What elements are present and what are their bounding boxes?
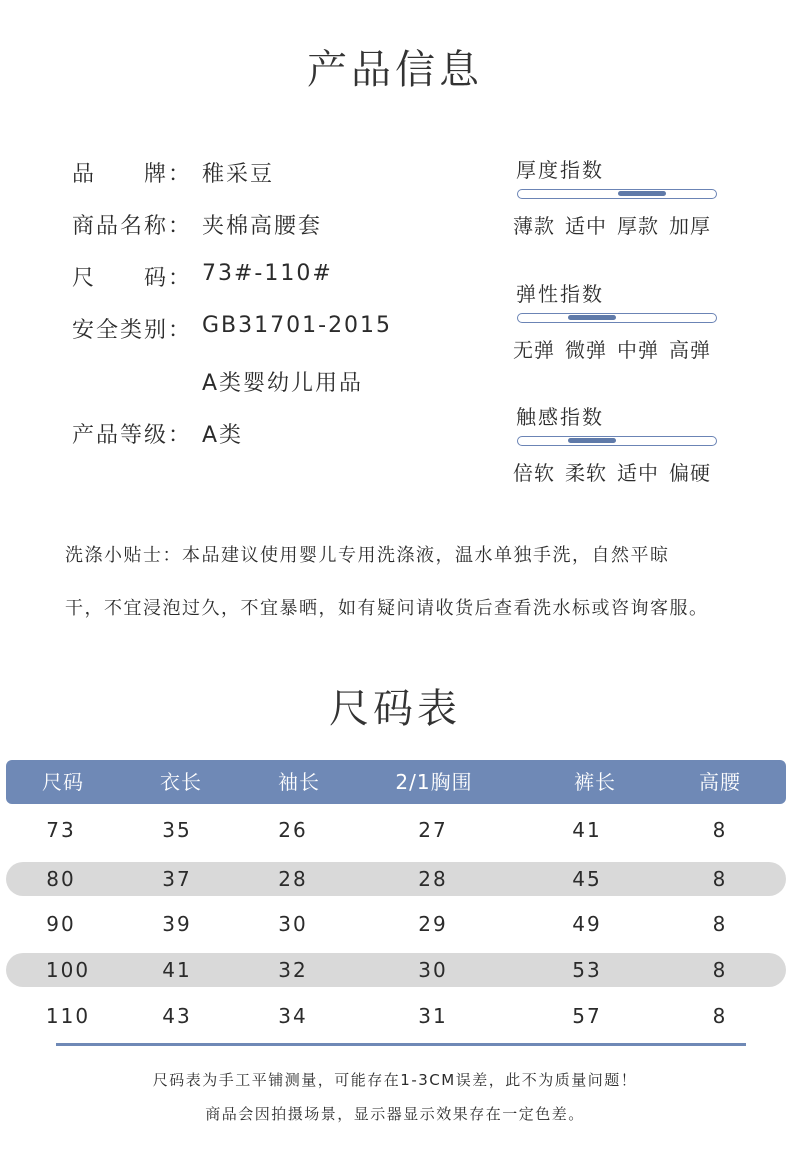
cell: 32	[278, 958, 308, 982]
cell: 80	[46, 867, 76, 891]
softness-option: 偏硬	[669, 461, 711, 485]
cell: 30	[418, 958, 448, 982]
cell: 31	[418, 1004, 448, 1028]
elasticity-index	[513, 278, 733, 368]
elasticity-index-scale	[513, 334, 721, 363]
table-row	[6, 999, 786, 1033]
header-pants: 裤长	[574, 770, 616, 794]
header-size: 尺码	[42, 770, 84, 794]
cell: 8	[712, 958, 728, 982]
elasticity-index-bar	[517, 313, 717, 323]
cell: 35	[162, 818, 192, 842]
table-row	[6, 953, 786, 987]
header-chest: 2/1胸围	[395, 770, 473, 794]
wash-tip-line1: 洗涤小贴士：本品建议使用婴儿专用洗涤液，温水单独手洗，自然平晾	[65, 545, 670, 566]
cell: 37	[162, 867, 192, 891]
softness-option: 适中	[617, 461, 659, 485]
thickness-index-bar	[517, 189, 717, 199]
cell: 53	[572, 958, 602, 982]
elasticity-index-fill	[568, 315, 616, 320]
thickness-option: 厚款	[617, 214, 659, 238]
cell: 29	[418, 912, 448, 936]
elasticity-index-title: 弹性指数	[516, 282, 604, 306]
cell: 110	[45, 1004, 91, 1028]
brand-label: 品 牌：	[72, 162, 193, 187]
cell: 90	[46, 912, 76, 936]
thickness-index	[513, 154, 733, 244]
cell: 8	[712, 867, 728, 891]
header-length: 衣长	[160, 770, 202, 794]
softness-index-scale	[513, 457, 721, 486]
elasticity-option: 高弹	[669, 338, 711, 362]
cell: 57	[572, 1004, 602, 1028]
product-name-label: 商品名称：	[72, 214, 193, 239]
thickness-option: 薄款	[513, 214, 555, 238]
softness-index-fill	[568, 438, 616, 443]
cell: 8	[712, 818, 728, 842]
elasticity-option: 微弹	[565, 338, 607, 362]
elasticity-option: 无弹	[513, 338, 555, 362]
product-name-value: 夹棉高腰套	[202, 214, 323, 239]
safety-value: GB31701-2015	[202, 313, 393, 338]
elasticity-option: 中弹	[617, 338, 659, 362]
thickness-index-fill	[618, 191, 666, 196]
size-value: 73#-110#	[202, 261, 333, 286]
product-info-title: 产品信息	[307, 47, 483, 93]
cell: 49	[572, 912, 602, 936]
grade-label: 产品等级：	[72, 423, 193, 448]
table-row	[6, 813, 786, 847]
cell: 8	[712, 912, 728, 936]
safety-category-value: A类婴幼儿用品	[202, 371, 364, 396]
cell: 30	[278, 912, 308, 936]
cell: 39	[162, 912, 192, 936]
size-label: 尺 码：	[72, 266, 193, 291]
grade-value: A类	[202, 423, 244, 448]
header-waist: 高腰	[699, 770, 741, 794]
cell: 34	[278, 1004, 308, 1028]
cell: 41	[572, 818, 602, 842]
thickness-index-scale	[513, 210, 721, 239]
thickness-index-title: 厚度指数	[516, 158, 604, 182]
size-table-header	[6, 760, 786, 804]
cell: 45	[572, 867, 602, 891]
table-divider	[56, 1043, 746, 1046]
softness-option: 柔软	[565, 461, 607, 485]
cell: 100	[45, 958, 91, 982]
table-row	[6, 862, 786, 896]
cell: 27	[418, 818, 448, 842]
thickness-option: 加厚	[669, 214, 711, 238]
header-sleeve: 袖长	[278, 770, 320, 794]
cell: 43	[162, 1004, 192, 1028]
cell: 73	[46, 818, 76, 842]
measurement-note: 尺码表为手工平铺测量，可能存在1-3CM误差，此不为质量问题！	[152, 1071, 638, 1089]
cell: 28	[418, 867, 448, 891]
wash-tip-line2: 干，不宜浸泡过久，不宜暴晒，如有疑问请收货后查看洗水标或咨询客服。	[65, 598, 709, 619]
color-note: 商品会因拍摄场景，显示器显示效果存在一定色差。	[205, 1105, 585, 1123]
softness-index-title: 触感指数	[516, 405, 604, 429]
thickness-option: 适中	[565, 214, 607, 238]
softness-index-bar	[517, 436, 717, 446]
cell: 41	[162, 958, 192, 982]
softness-index	[513, 401, 733, 491]
size-table-title: 尺码表	[329, 686, 461, 732]
cell: 8	[712, 1004, 728, 1028]
cell: 28	[278, 867, 308, 891]
softness-option: 倍软	[513, 461, 555, 485]
table-row	[6, 907, 786, 941]
cell: 26	[278, 818, 308, 842]
brand-value: 稚采豆	[202, 162, 275, 187]
safety-label: 安全类别：	[72, 318, 193, 343]
